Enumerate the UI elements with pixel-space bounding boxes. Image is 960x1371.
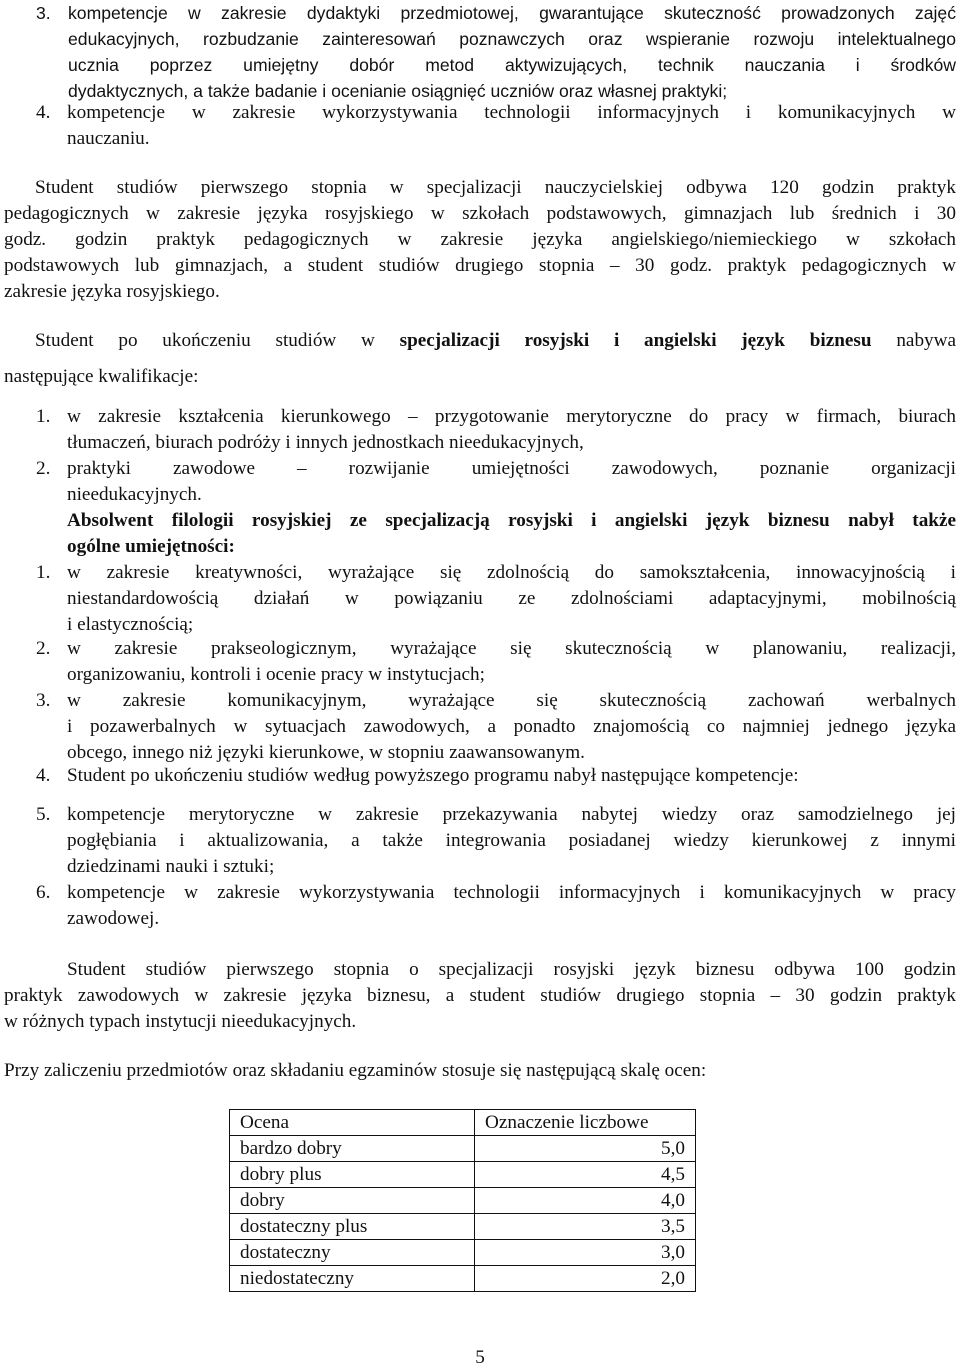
intro-text: Student po ukończeniu studiów w (35, 330, 375, 351)
competence-item-4 (36, 100, 956, 152)
grade-value-cell: 5,0 (475, 1136, 696, 1162)
practice-paragraph (4, 175, 956, 305)
specialization-name: specjalizacji rosyjski i angielski język biznesu (399, 330, 872, 351)
text-line: w zakresie kreatywności, wyrażające się zdolnością do samokształcenia, innowacyjnością i (67, 562, 956, 583)
text-line: praktyki zawodowe – rozwijanie umiejętności zawodowych, poznanie organizacji (67, 458, 956, 479)
table-row (230, 1266, 696, 1292)
text-line: w zakresie komunikacyjnym, wyrażające się skutecznością zachowań werbalnych (67, 690, 956, 711)
qualification-item-1 (36, 404, 956, 456)
list-number: 1. (36, 562, 51, 583)
heading-line: Absolwent filologii rosyjskiej ze specjalizacją rosyjski i angielski język biznesu nabył także (67, 510, 956, 531)
skill-item-1 (36, 560, 956, 638)
qualification-item-2 (36, 456, 956, 508)
text-line: następujące kwalifikacje: (4, 366, 199, 387)
list-number: 5. (36, 804, 51, 825)
text-line: Student po ukończeniu studiów według powyższego programu nabył następujące kompetencje: (67, 765, 799, 786)
skill-item-2 (36, 636, 956, 688)
text-line: w zakresie kształcenia kierunkowego – przygotowanie merytoryczne do pracy w firmach, biurach (67, 406, 956, 427)
heading-line: ogólne umiejętności: (67, 536, 235, 557)
grade-value-cell: 4,5 (475, 1162, 696, 1188)
grade-name-cell: bardzo dobry (230, 1136, 475, 1162)
text-line: w różnych typach instytucji nieedukacyjnych. (4, 1011, 357, 1032)
grading-intro: Przy zaliczeniu przedmiotów oraz składaniu egzaminów stosuje się następującą skalę ocen: (4, 1060, 707, 1081)
list-number: 3. (36, 3, 51, 23)
list-number: 2. (36, 458, 51, 479)
table-row (230, 1214, 696, 1240)
text-line: Student studiów pierwszego stopnia o specjalizacji rosyjski język biznesu odbywa 100 godzin (67, 959, 956, 980)
list-number: 2. (36, 638, 51, 659)
page-number: 5 (475, 1347, 485, 1368)
text-line: i elastycznością; (67, 614, 194, 635)
grade-name-cell: dostateczny (230, 1240, 475, 1266)
header-cell-number: Oznaczenie liczbowe (475, 1110, 696, 1136)
list-number: 6. (36, 882, 51, 903)
text-line: zawodowej. (67, 908, 160, 929)
grade-name-cell: niedostateczny (230, 1266, 475, 1292)
text-line: praktyk zawodowych w zakresie języka biznesu, a student studiów drugiego stopnia – 30 godzin praktyk (4, 985, 956, 1006)
grade-name-cell: dostateczny plus (230, 1214, 475, 1240)
grade-name-cell: dobry (230, 1188, 475, 1214)
list-number: 4. (36, 102, 51, 123)
table-row (230, 1240, 696, 1266)
table-row (230, 1136, 696, 1162)
list-number: 3. (36, 690, 51, 711)
text-line: obcego, innego niż języki kierunkowe, w stopniu zaawansowanym. (67, 742, 585, 763)
grade-value-cell: 2,0 (475, 1266, 696, 1292)
text-line: ucznia poprzez umiejętny dobór metod aktywizujących, technik nauczania i środków (68, 55, 956, 75)
graduate-skills-heading (36, 508, 956, 560)
text-line: kompetencje w zakresie dydaktyki przedmiotowej, gwarantujące skuteczność prowadzonych zajęć (68, 3, 956, 23)
text-line: niestandardowością działań w powiązaniu ze zdolnościami adaptacyjnymi, mobilnością (67, 588, 956, 609)
text-line: kompetencje merytoryczne w zakresie przekazywania nabytej wiedzy oraz samodzielnego jej (67, 804, 956, 825)
qualifications-intro (4, 328, 956, 390)
table-row (230, 1188, 696, 1214)
list-number: 4. (36, 765, 51, 786)
competence-item-3 (36, 0, 956, 104)
text-line (4, 328, 956, 354)
text-line: organizowaniu, kontroli i ocenie pracy w instytucjach; (67, 664, 485, 685)
list-number: 1. (36, 406, 51, 427)
text-line: Student studiów pierwszego stopnia w specjalizacji nauczycielskiej odbywa 120 godzin praktyk (35, 177, 956, 198)
grade-value-cell: 3,0 (475, 1240, 696, 1266)
text-line: pogłębiania i aktualizowania, a także integrowania posiadanej wiedzy kierunkowej z innymi (67, 830, 956, 851)
text-line: tłumaczeń, biurach podróży i innych jednostkach nieedukacyjnych, (67, 432, 584, 453)
text-line: godz. godzin praktyk pedagogicznych w zakresie języka angielskiego/niemieckiego w szkołach (4, 229, 956, 250)
skill-item-3 (36, 688, 956, 766)
text-line: podstawowych lub gimnazjach, a student studiów drugiego stopnia – 30 godz. praktyk pedagogicznych w (4, 255, 956, 276)
text-line: nauczaniu. (67, 128, 150, 149)
table-header-row (230, 1110, 696, 1136)
intro-text: nabywa (896, 330, 956, 351)
grade-name-cell: dobry plus (230, 1162, 475, 1188)
text-line: kompetencje w zakresie wykorzystywania technologii informacyjnych i komunikacyjnych w (67, 102, 956, 123)
text-line: edukacyjnych, rozbudzanie zainteresowań poznawczych oraz wspieranie rozwoju intelektualnego (68, 29, 956, 49)
grade-value-cell: 3,5 (475, 1214, 696, 1240)
skill-item-4 (36, 763, 956, 789)
table-row (230, 1162, 696, 1188)
text-line: pedagogicznych w zakresie języka rosyjskiego w szkołach podstawowych, gimnazjach lub średnich i 30 (4, 203, 956, 224)
text-line: w zakresie prakseologicznym, wyrażające się skutecznością w planowaniu, realizacji, (67, 638, 956, 659)
text-line: i pozawerbalnych w sytuacjach zawodowych, a ponadto znajomością co najmniej jednego języka (67, 716, 956, 737)
skill-item-5 (36, 802, 956, 880)
text-line: nieedukacyjnych. (67, 484, 202, 505)
grading-table (229, 1109, 696, 1292)
text-line: kompetencje w zakresie wykorzystywania technologii informacyjnych i komunikacyjnych w pracy (67, 882, 956, 903)
skill-item-6 (36, 880, 956, 932)
header-cell-grade: Ocena (230, 1110, 475, 1136)
business-practice-paragraph (4, 957, 956, 1035)
text-line: zakresie języka rosyjskiego. (4, 281, 220, 302)
text-line: dydaktycznych, a także badanie i ocenianie osiągnięć uczniów oraz własnej praktyki; (68, 81, 728, 101)
grade-value-cell: 4,0 (475, 1188, 696, 1214)
text-line: dziedzinami nauki i sztuki; (67, 856, 275, 877)
